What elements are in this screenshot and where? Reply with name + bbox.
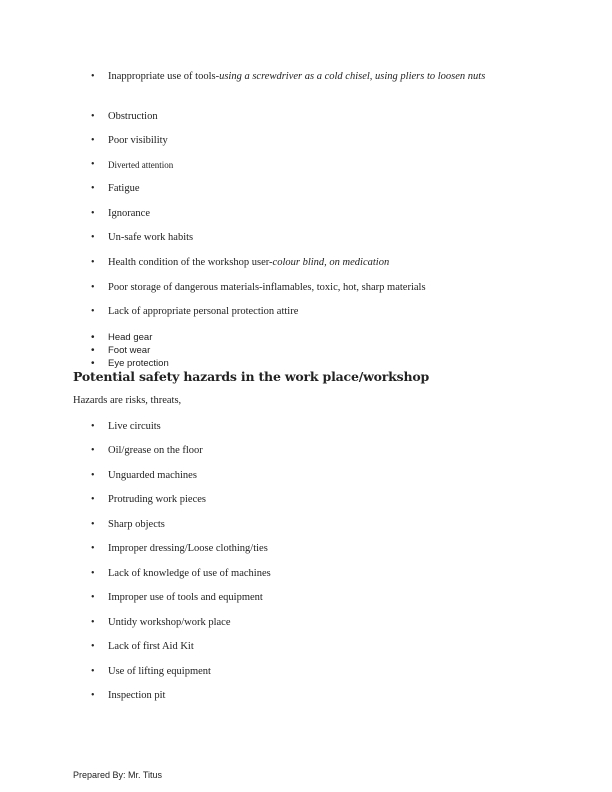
bullet-icon: • — [91, 345, 95, 356]
list-item-text — [108, 280, 538, 296]
list-item-text: Oil/grease on the floor — [108, 445, 203, 457]
item-text: Obstruction — [108, 111, 158, 122]
bullet-icon: • — [91, 616, 95, 628]
list-item-text: Unguarded machines — [108, 469, 197, 481]
list-item-text — [108, 181, 538, 197]
list-item-text: Foot wear — [108, 345, 151, 356]
bullet-icon: • — [91, 306, 95, 317]
section-heading: Potential safety hazards in the work place/workshop — [73, 369, 430, 384]
list-item-text: Inspection pit — [108, 689, 166, 701]
bullet-icon: • — [91, 257, 95, 268]
bullet-icon: • — [91, 494, 95, 506]
list-item-text: Use of lifting equipment — [108, 665, 211, 677]
intro-text: Hazards are risks, threats, — [73, 395, 182, 406]
list-item-text — [108, 109, 538, 125]
item-text: Inappropriate use of tools- — [108, 71, 220, 82]
list-item-text — [108, 157, 538, 173]
bullet-icon: • — [91, 183, 95, 194]
bullet-icon: • — [91, 592, 95, 604]
list-item-text — [108, 230, 538, 246]
bullet-icon: • — [91, 159, 95, 170]
bullet-icon: • — [91, 567, 95, 579]
bullet-icon: • — [91, 689, 95, 701]
list-item-text: Sharp objects — [108, 518, 165, 530]
list-item-text: Lack of knowledge of use of machines — [108, 567, 271, 579]
list-item-text — [108, 69, 538, 85]
bullet-icon: • — [91, 135, 95, 146]
item-text: Poor visibility — [108, 135, 168, 146]
item-text: Diverted attention — [108, 160, 174, 170]
bullet-icon: • — [91, 282, 95, 293]
list-item-text — [108, 255, 538, 271]
bullet-icon: • — [91, 641, 95, 653]
list-item-text: Lack of first Aid Kit — [108, 641, 194, 653]
bullet-icon: • — [91, 665, 95, 677]
item-example: colour blind, on medication — [272, 257, 390, 268]
bullet-icon: • — [91, 111, 95, 122]
list-item-text: Improper use of tools and equipment — [108, 592, 263, 604]
bullet-icon: • — [91, 332, 95, 343]
item-text: Poor storage of dangerous materials-inflamables, toxic, hot, sharp materials — [108, 282, 426, 293]
footer-text: Prepared By: Mr. Titus — [73, 770, 163, 780]
bullet-icon: • — [91, 469, 95, 481]
bullet-icon: • — [91, 208, 95, 219]
list-item-text — [108, 206, 538, 222]
bullet-icon: • — [91, 232, 95, 243]
bullet-icon: • — [91, 543, 95, 555]
bullet-icon: • — [91, 421, 95, 432]
item-text: Lack of appropriate personal protection attire — [108, 306, 299, 317]
item-text: Fatigue — [108, 183, 140, 194]
bullet-icon: • — [91, 445, 95, 457]
item-text: Health condition of the workshop user- — [108, 257, 273, 268]
item-text: Un-safe work habits — [108, 232, 194, 243]
list-item-text: Live circuits — [108, 421, 161, 432]
list-item-text — [108, 304, 538, 320]
item-text: Ignorance — [108, 208, 150, 219]
list-item-text: Eye protection — [108, 358, 169, 369]
list-item-text: Protruding work pieces — [108, 494, 206, 506]
bullet-icon: • — [91, 358, 95, 369]
bullet-icon: • — [91, 71, 95, 82]
bullet-icon: • — [91, 518, 95, 530]
list-item-text: Head gear — [108, 332, 153, 343]
list-item-text: Improper dressing/Loose clothing/ties — [108, 543, 268, 555]
item-example: using a screwdriver as a cold chisel, using pliers to loosen nuts — [219, 71, 486, 82]
list-item-text: Untidy workshop/work place — [108, 616, 231, 628]
list-item-text — [108, 133, 538, 149]
